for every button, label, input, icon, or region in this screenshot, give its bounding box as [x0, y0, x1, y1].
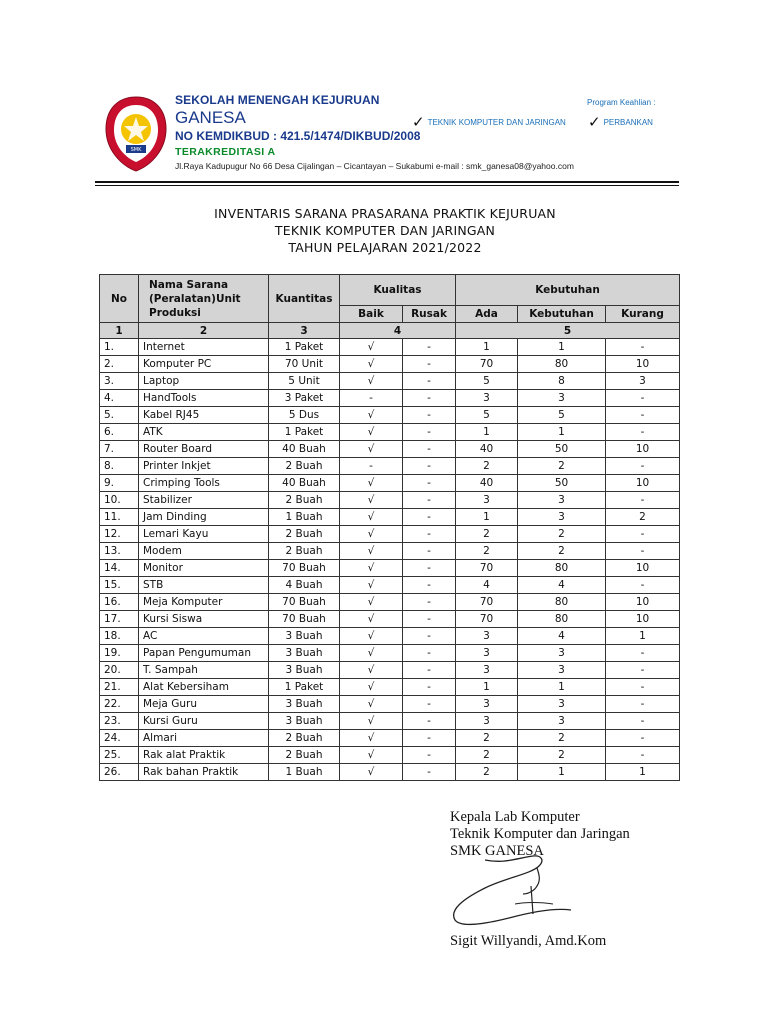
cell-kebutuhan: 80	[518, 594, 606, 611]
table-row	[100, 526, 680, 543]
cell-kebutuhan: 8	[518, 373, 606, 390]
doc-title-line1: INVENTARIS SARANA PRASARANA PRAKTIK KEJURUAN	[214, 206, 556, 221]
school-type: SEKOLAH MENENGAH KEJURUAN	[175, 93, 380, 107]
table-row	[100, 662, 680, 679]
cell-rusak: -	[403, 526, 456, 543]
program-name: PERBANKAN	[603, 118, 653, 127]
table-row	[100, 696, 680, 713]
cell-baik: √	[340, 730, 403, 747]
cell-kebutuhan: 2	[518, 526, 606, 543]
cell-kurang: -	[606, 458, 680, 475]
cell-nama: HandTools	[139, 390, 269, 407]
cell-nama: Meja Komputer	[139, 594, 269, 611]
cell-kuantitas: 2 Buah	[269, 543, 340, 560]
col-index: 1	[100, 323, 139, 339]
program-label: Program Keahlian :	[587, 98, 656, 107]
program-item	[588, 111, 653, 129]
cell-baik: √	[340, 339, 403, 356]
cell-kebutuhan: 2	[518, 543, 606, 560]
cell-no: 9.	[100, 475, 139, 492]
cell-rusak: -	[403, 662, 456, 679]
col-header-baik: Baik	[340, 306, 403, 323]
cell-rusak: -	[403, 492, 456, 509]
col-header-no: No	[100, 275, 139, 323]
cell-kuantitas: 5 Unit	[269, 373, 340, 390]
cell-rusak: -	[403, 747, 456, 764]
cell-baik: √	[340, 679, 403, 696]
cell-kurang: -	[606, 543, 680, 560]
program-item	[412, 111, 566, 129]
cell-no: 26.	[100, 764, 139, 781]
cell-rusak: -	[403, 356, 456, 373]
table-row	[100, 679, 680, 696]
cell-ada: 3	[456, 696, 518, 713]
cell-kurang: -	[606, 696, 680, 713]
cell-baik: √	[340, 611, 403, 628]
cell-kurang: 10	[606, 475, 680, 492]
cell-kurang: -	[606, 679, 680, 696]
cell-kebutuhan: 50	[518, 441, 606, 458]
cell-kuantitas: 3 Buah	[269, 713, 340, 730]
cell-kurang: 10	[606, 441, 680, 458]
cell-no: 12.	[100, 526, 139, 543]
cell-baik: √	[340, 764, 403, 781]
cell-nama: Komputer PC	[139, 356, 269, 373]
doc-title-line3: TAHUN PELAJARAN 2021/2022	[288, 240, 482, 255]
cell-nama: T. Sampah	[139, 662, 269, 679]
cell-ada: 2	[456, 747, 518, 764]
signatory-name: Sigit Willyandi, Amd.Kom	[450, 933, 607, 949]
col-header-nama: Nama Sarana (Peralatan)Unit Produksi	[139, 275, 269, 323]
cell-nama: Meja Guru	[139, 696, 269, 713]
cell-no: 11.	[100, 509, 139, 526]
cell-baik: √	[340, 356, 403, 373]
cell-no: 13.	[100, 543, 139, 560]
kemdikbud-number: NO KEMDIKBUD : 421.5/1474/DIKBUD/2008	[175, 129, 421, 143]
table-row	[100, 543, 680, 560]
cell-nama: Monitor	[139, 560, 269, 577]
school-name: GANESA	[175, 108, 246, 127]
col-header-kualitas: Kualitas	[340, 275, 456, 306]
col-index: 4	[340, 323, 456, 339]
cell-ada: 1	[456, 339, 518, 356]
cell-kurang: -	[606, 730, 680, 747]
cell-ada: 3	[456, 662, 518, 679]
cell-no: 10.	[100, 492, 139, 509]
col-header-kuantitas: Kuantitas	[269, 275, 340, 323]
cell-nama: Papan Pengumuman	[139, 645, 269, 662]
cell-no: 21.	[100, 679, 139, 696]
table-row	[100, 764, 680, 781]
checkmark-icon: ✓	[588, 114, 601, 131]
cell-kebutuhan: 2	[518, 747, 606, 764]
cell-kuantitas: 3 Buah	[269, 645, 340, 662]
cell-nama: AC	[139, 628, 269, 645]
cell-kurang: -	[606, 645, 680, 662]
col-index: 3	[269, 323, 340, 339]
cell-kurang: 3	[606, 373, 680, 390]
cell-nama: Kursi Guru	[139, 713, 269, 730]
col-header-kebutuhan-group: Kebutuhan	[456, 275, 680, 306]
cell-rusak: -	[403, 339, 456, 356]
cell-kebutuhan: 80	[518, 611, 606, 628]
cell-no: 23.	[100, 713, 139, 730]
cell-kuantitas: 3 Paket	[269, 390, 340, 407]
cell-rusak: -	[403, 594, 456, 611]
cell-kurang: -	[606, 526, 680, 543]
cell-kebutuhan: 1	[518, 764, 606, 781]
cell-baik: √	[340, 628, 403, 645]
inventory-table	[99, 274, 680, 781]
cell-ada: 2	[456, 730, 518, 747]
cell-rusak: -	[403, 543, 456, 560]
table-row	[100, 509, 680, 526]
cell-ada: 2	[456, 526, 518, 543]
school-logo	[104, 95, 168, 173]
cell-kurang: 10	[606, 560, 680, 577]
cell-no: 2.	[100, 356, 139, 373]
school-address: Jl.Raya Kadupugur No 66 Desa Cijalingan – Cicantayan – Sukabumi e-mail : smk_ganesa08@yahoo.com	[175, 161, 574, 171]
cell-nama: Alat Kebersiham	[139, 679, 269, 696]
table-row	[100, 611, 680, 628]
cell-rusak: -	[403, 458, 456, 475]
table-row	[100, 560, 680, 577]
cell-kebutuhan: 4	[518, 577, 606, 594]
cell-baik: √	[340, 594, 403, 611]
cell-rusak: -	[403, 577, 456, 594]
cell-kuantitas: 2 Buah	[269, 492, 340, 509]
cell-kuantitas: 2 Buah	[269, 458, 340, 475]
cell-ada: 5	[456, 407, 518, 424]
cell-baik: √	[340, 526, 403, 543]
table-row	[100, 577, 680, 594]
cell-no: 14.	[100, 560, 139, 577]
cell-kebutuhan: 3	[518, 509, 606, 526]
cell-nama: Rak alat Praktik	[139, 747, 269, 764]
cell-ada: 1	[456, 424, 518, 441]
table-row	[100, 628, 680, 645]
cell-kebutuhan: 50	[518, 475, 606, 492]
table-row	[100, 356, 680, 373]
cell-nama: Crimping Tools	[139, 475, 269, 492]
col-index: 5	[456, 323, 680, 339]
cell-ada: 4	[456, 577, 518, 594]
cell-kuantitas: 3 Buah	[269, 696, 340, 713]
cell-kurang: 1	[606, 628, 680, 645]
cell-no: 17.	[100, 611, 139, 628]
cell-nama: STB	[139, 577, 269, 594]
cell-nama: Almari	[139, 730, 269, 747]
cell-baik: √	[340, 577, 403, 594]
table-row	[100, 713, 680, 730]
cell-baik: √	[340, 713, 403, 730]
cell-rusak: -	[403, 764, 456, 781]
cell-kuantitas: 1 Buah	[269, 764, 340, 781]
cell-ada: 40	[456, 475, 518, 492]
cell-kebutuhan: 3	[518, 492, 606, 509]
cell-rusak: -	[403, 645, 456, 662]
cell-kurang: -	[606, 713, 680, 730]
cell-rusak: -	[403, 696, 456, 713]
cell-no: 18.	[100, 628, 139, 645]
cell-kurang: -	[606, 577, 680, 594]
cell-ada: 3	[456, 645, 518, 662]
cell-ada: 3	[456, 628, 518, 645]
cell-rusak: -	[403, 611, 456, 628]
cell-kurang: -	[606, 492, 680, 509]
cell-rusak: -	[403, 475, 456, 492]
cell-baik: √	[340, 645, 403, 662]
cell-kuantitas: 5 Dus	[269, 407, 340, 424]
cell-nama: Modem	[139, 543, 269, 560]
cell-nama: Kursi Siswa	[139, 611, 269, 628]
cell-no: 16.	[100, 594, 139, 611]
cell-kurang: -	[606, 407, 680, 424]
cell-ada: 3	[456, 713, 518, 730]
col-index: 2	[139, 323, 269, 339]
cell-baik: √	[340, 662, 403, 679]
cell-baik: √	[340, 475, 403, 492]
cell-baik: √	[340, 509, 403, 526]
cell-kebutuhan: 3	[518, 662, 606, 679]
signature-school: SMK GANESA	[450, 843, 544, 859]
cell-kebutuhan: 5	[518, 407, 606, 424]
cell-kebutuhan: 3	[518, 390, 606, 407]
cell-rusak: -	[403, 713, 456, 730]
cell-kebutuhan: 4	[518, 628, 606, 645]
cell-ada: 1	[456, 679, 518, 696]
cell-kebutuhan: 3	[518, 645, 606, 662]
inventory-rows	[100, 339, 680, 781]
cell-ada: 40	[456, 441, 518, 458]
cell-kuantitas: 4 Buah	[269, 577, 340, 594]
cell-nama: Printer Inkjet	[139, 458, 269, 475]
cell-kurang: 1	[606, 764, 680, 781]
cell-kuantitas: 70 Buah	[269, 594, 340, 611]
col-header-kurang: Kurang	[606, 306, 680, 323]
header-divider-thin	[95, 185, 679, 186]
cell-no: 3.	[100, 373, 139, 390]
cell-baik: √	[340, 543, 403, 560]
cell-nama: Lemari Kayu	[139, 526, 269, 543]
cell-kebutuhan: 3	[518, 696, 606, 713]
cell-kuantitas: 1 Paket	[269, 339, 340, 356]
cell-no: 15.	[100, 577, 139, 594]
cell-rusak: -	[403, 679, 456, 696]
cell-nama: ATK	[139, 424, 269, 441]
table-row	[100, 373, 680, 390]
cell-kebutuhan: 1	[518, 424, 606, 441]
cell-rusak: -	[403, 441, 456, 458]
cell-kuantitas: 1 Paket	[269, 679, 340, 696]
cell-no: 19.	[100, 645, 139, 662]
signature-title: Kepala Lab Komputer	[450, 809, 580, 825]
cell-baik: √	[340, 696, 403, 713]
table-row	[100, 390, 680, 407]
table-row	[100, 339, 680, 356]
cell-kuantitas: 40 Buah	[269, 475, 340, 492]
cell-nama: Internet	[139, 339, 269, 356]
cell-rusak: -	[403, 424, 456, 441]
cell-kurang: -	[606, 747, 680, 764]
cell-nama: Kabel RJ45	[139, 407, 269, 424]
cell-no: 7.	[100, 441, 139, 458]
col-header-rusak: Rusak	[403, 306, 456, 323]
table-row	[100, 645, 680, 662]
cell-kuantitas: 3 Buah	[269, 662, 340, 679]
cell-ada: 3	[456, 492, 518, 509]
table-row	[100, 730, 680, 747]
cell-kurang: 10	[606, 594, 680, 611]
cell-kurang: -	[606, 662, 680, 679]
cell-rusak: -	[403, 373, 456, 390]
cell-kurang: -	[606, 390, 680, 407]
cell-nama: Router Board	[139, 441, 269, 458]
col-header-ada: Ada	[456, 306, 518, 323]
cell-kebutuhan: 1	[518, 339, 606, 356]
cell-kuantitas: 70 Buah	[269, 560, 340, 577]
cell-ada: 3	[456, 390, 518, 407]
cell-no: 20.	[100, 662, 139, 679]
cell-rusak: -	[403, 628, 456, 645]
cell-nama: Jam Dinding	[139, 509, 269, 526]
cell-ada: 2	[456, 543, 518, 560]
cell-ada: 1	[456, 509, 518, 526]
table-row	[100, 458, 680, 475]
cell-no: 24.	[100, 730, 139, 747]
handwritten-signature	[445, 852, 585, 932]
cell-no: 8.	[100, 458, 139, 475]
cell-nama: Rak bahan Praktik	[139, 764, 269, 781]
cell-ada: 5	[456, 373, 518, 390]
cell-baik: √	[340, 441, 403, 458]
cell-baik: √	[340, 492, 403, 509]
table-row	[100, 407, 680, 424]
cell-kuantitas: 1 Buah	[269, 509, 340, 526]
cell-ada: 70	[456, 611, 518, 628]
cell-ada: 2	[456, 458, 518, 475]
checkmark-icon: ✓	[412, 114, 425, 131]
cell-baik: √	[340, 373, 403, 390]
cell-no: 4.	[100, 390, 139, 407]
cell-baik: √	[340, 747, 403, 764]
cell-kebutuhan: 80	[518, 560, 606, 577]
cell-ada: 70	[456, 356, 518, 373]
cell-rusak: -	[403, 560, 456, 577]
cell-baik: √	[340, 424, 403, 441]
cell-kuantitas: 2 Buah	[269, 730, 340, 747]
cell-ada: 2	[456, 764, 518, 781]
cell-rusak: -	[403, 509, 456, 526]
signature-department: Teknik Komputer dan Jaringan	[450, 826, 630, 842]
cell-kebutuhan: 1	[518, 679, 606, 696]
program-name: TEKNIK KOMPUTER DAN JARINGAN	[427, 118, 566, 127]
cell-kebutuhan: 2	[518, 730, 606, 747]
cell-rusak: -	[403, 390, 456, 407]
cell-kurang: 10	[606, 356, 680, 373]
cell-no: 6.	[100, 424, 139, 441]
cell-kurang: 10	[606, 611, 680, 628]
col-header-kebutuhan: Kebutuhan	[518, 306, 606, 323]
cell-kebutuhan: 2	[518, 458, 606, 475]
doc-title-line2: TEKNIK KOMPUTER DAN JARINGAN	[274, 223, 496, 238]
cell-no: 1.	[100, 339, 139, 356]
cell-no: 5.	[100, 407, 139, 424]
cell-kurang: -	[606, 339, 680, 356]
cell-ada: 70	[456, 594, 518, 611]
cell-kurang: -	[606, 424, 680, 441]
table-row	[100, 475, 680, 492]
cell-kuantitas: 2 Buah	[269, 747, 340, 764]
cell-kuantitas: 70 Unit	[269, 356, 340, 373]
table-row	[100, 424, 680, 441]
cell-kebutuhan: 3	[518, 713, 606, 730]
logo-text-smk: SMK	[130, 147, 142, 153]
cell-no: 25.	[100, 747, 139, 764]
cell-baik: √	[340, 560, 403, 577]
cell-no: 22.	[100, 696, 139, 713]
cell-kurang: 2	[606, 509, 680, 526]
cell-rusak: -	[403, 730, 456, 747]
header-divider	[95, 181, 679, 183]
table-row	[100, 747, 680, 764]
cell-kuantitas: 1 Paket	[269, 424, 340, 441]
cell-kebutuhan: 80	[518, 356, 606, 373]
cell-kuantitas: 40 Buah	[269, 441, 340, 458]
cell-baik: -	[340, 458, 403, 475]
cell-baik: -	[340, 390, 403, 407]
accreditation: TERAKREDITASI A	[175, 146, 276, 158]
table-row	[100, 441, 680, 458]
cell-kuantitas: 2 Buah	[269, 526, 340, 543]
cell-kuantitas: 70 Buah	[269, 611, 340, 628]
table-row	[100, 594, 680, 611]
cell-ada: 70	[456, 560, 518, 577]
cell-baik: √	[340, 407, 403, 424]
cell-kuantitas: 3 Buah	[269, 628, 340, 645]
cell-nama: Stabilizer	[139, 492, 269, 509]
cell-nama: Laptop	[139, 373, 269, 390]
table-row	[100, 492, 680, 509]
cell-rusak: -	[403, 407, 456, 424]
